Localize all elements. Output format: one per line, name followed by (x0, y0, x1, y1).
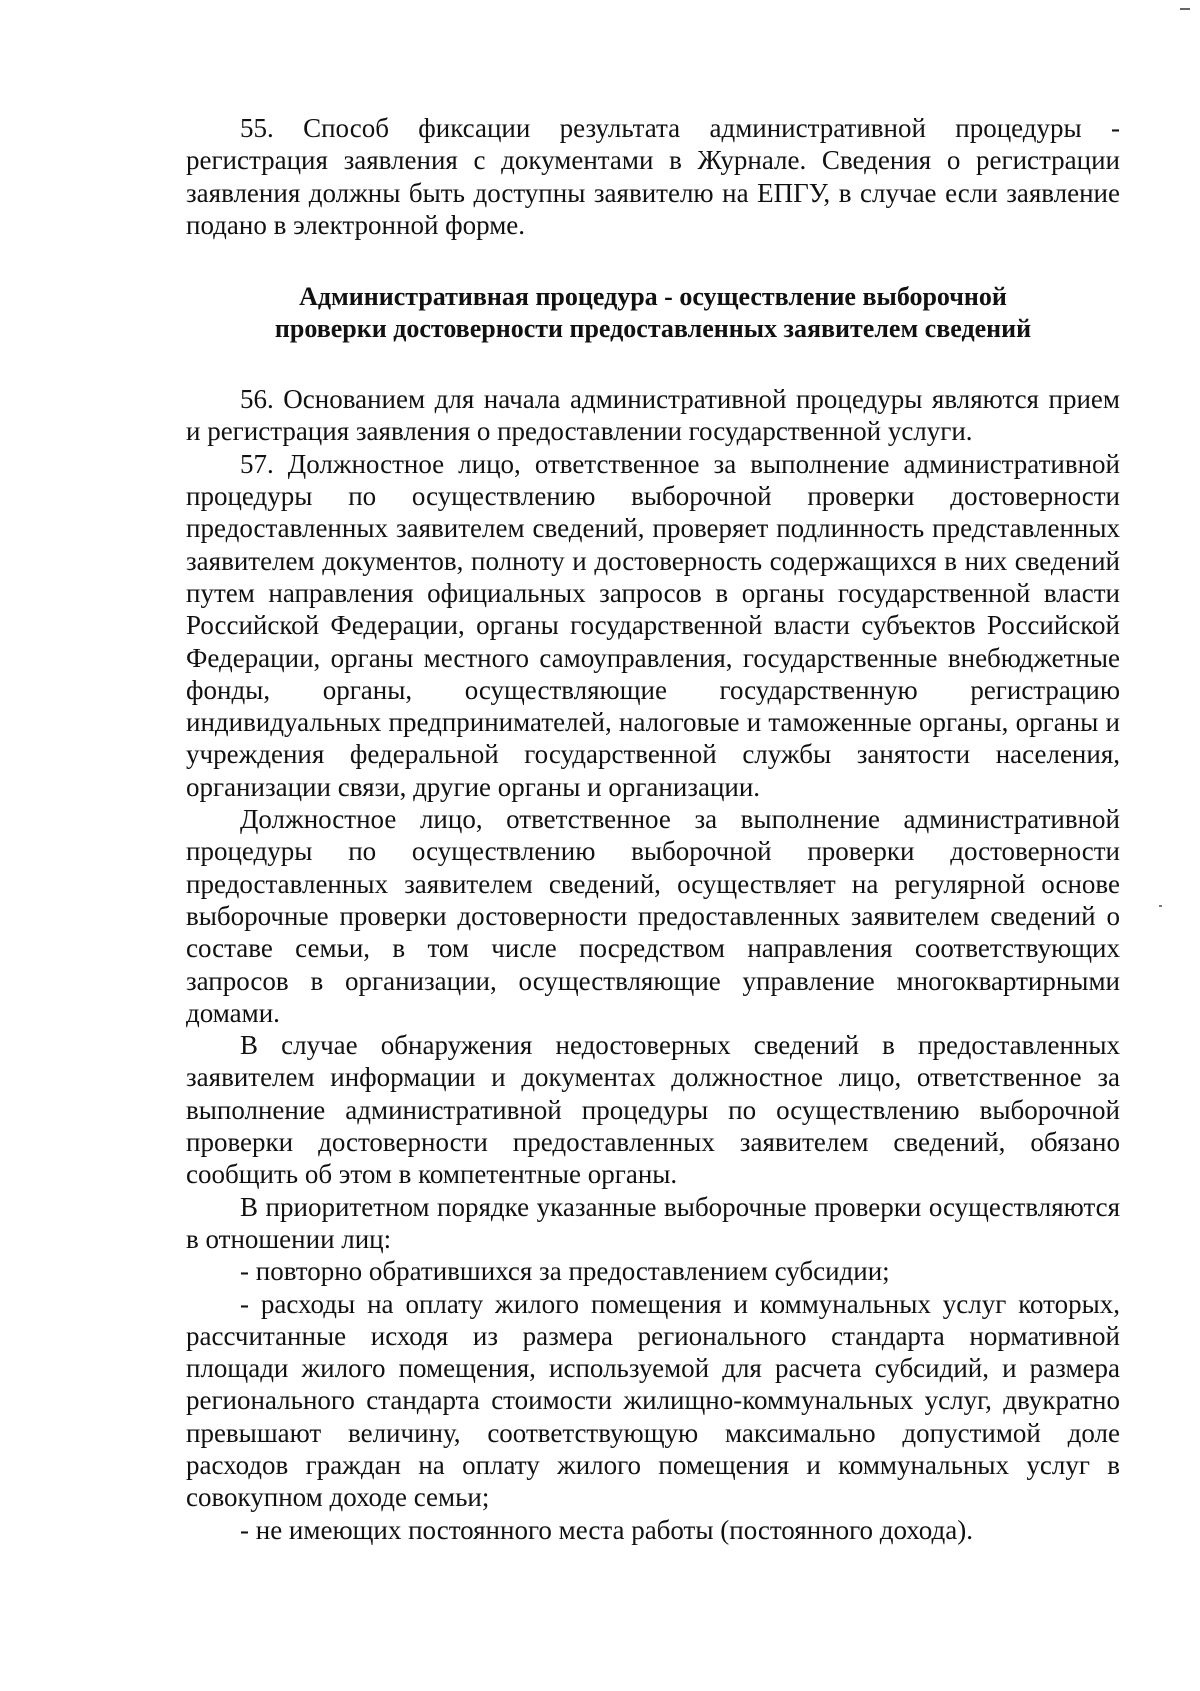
list-item-no-permanent-work: - не имеющих постоянного места работы (постоянного дохода). (240, 1514, 973, 1545)
scan-artifact-dot (1159, 905, 1162, 907)
scan-artifact-mark (1180, 8, 1190, 10)
paragraph-57: 57. Должностное лицо, ответственное за выполнение административной процедуры по осуществлению выборочной проверки достоверности предоставленных заявителем сведений, проверяет подлинность представленных заявителем документов, полноту и достоверность содержащихся в них сведений путем направления официальных запросов в органы государственной власти Российской Федерации, органы государственной власти субъектов Российской Федерации, органы местного самоуправления, государственные внебюджетные фонды, органы, осуществляющие государственную регистрацию индивидуальных предпринимателей, налоговые и таможенные органы, органы и учреждения федеральной государственной службы занятости населения, организации связи, другие органы и организации. (186, 448, 1120, 802)
paragraph-56: 56. Основанием для начала административной процедуры являются прием и регистрация заявления о предоставлении государственной услуги. (186, 384, 1120, 447)
section-heading-line-1: Административная процедура - осуществление выборочной (299, 282, 1007, 312)
list-item-repeat-applicants: - повторно обратившихся за предоставлением субсидии; (240, 1256, 890, 1287)
document-body (186, 112, 1120, 1546)
list-item-expenses: - расходы на оплату жилого помещения и коммунальных услуг которых, рассчитанные исходя из размера регионального стандарта нормативной площади жилого помещения, используемой для расчета субсидий, и размера регионального стандарта стоимости жилищно-коммунальных услуг, двукратно превышают величину, соответствующую максимально допустимой доле расходов граждан на оплату жилого помещения и коммунальных услуг в совокупном доходе семьи; (186, 1288, 1120, 1513)
section-heading-line-2: проверки достоверности предоставленных заявителем сведений (274, 314, 1032, 344)
section-heading (186, 281, 1120, 345)
paragraph-57-part-3: В случае обнаружения недостоверных сведений в предоставленных заявителем информации и документах должностное лицо, ответственное за выполнение административной процедуры по осуществлению выборочной проверки достоверности предоставленных заявителем сведений, обязано сообщить об этом в компетентные органы. (186, 1030, 1120, 1190)
paragraph-57-part-4: В приоритетном порядке указанные выборочные проверки осуществляются в отношении лиц: (186, 1191, 1120, 1254)
paragraph-55: 55. Способ фиксации результата административной процедуры - регистрация заявления с документами в Журнале. Сведения о регистрации заявления должны быть доступны заявителю на ЕПГУ, в случае если заявление подано в электронной форме. (186, 113, 1120, 240)
paragraph-57-part-2: Должностное лицо, ответственное за выполнение административной процедуры по осуществлению выборочной проверки достоверности предоставленных заявителем сведений, осуществляет на регулярной основе выборочные проверки достоверности предоставленных заявителем сведений о составе семьи, в том числе посредством направления соответствующих запросов в организации, осуществляющие управление многоквартирными домами. (186, 804, 1120, 1028)
